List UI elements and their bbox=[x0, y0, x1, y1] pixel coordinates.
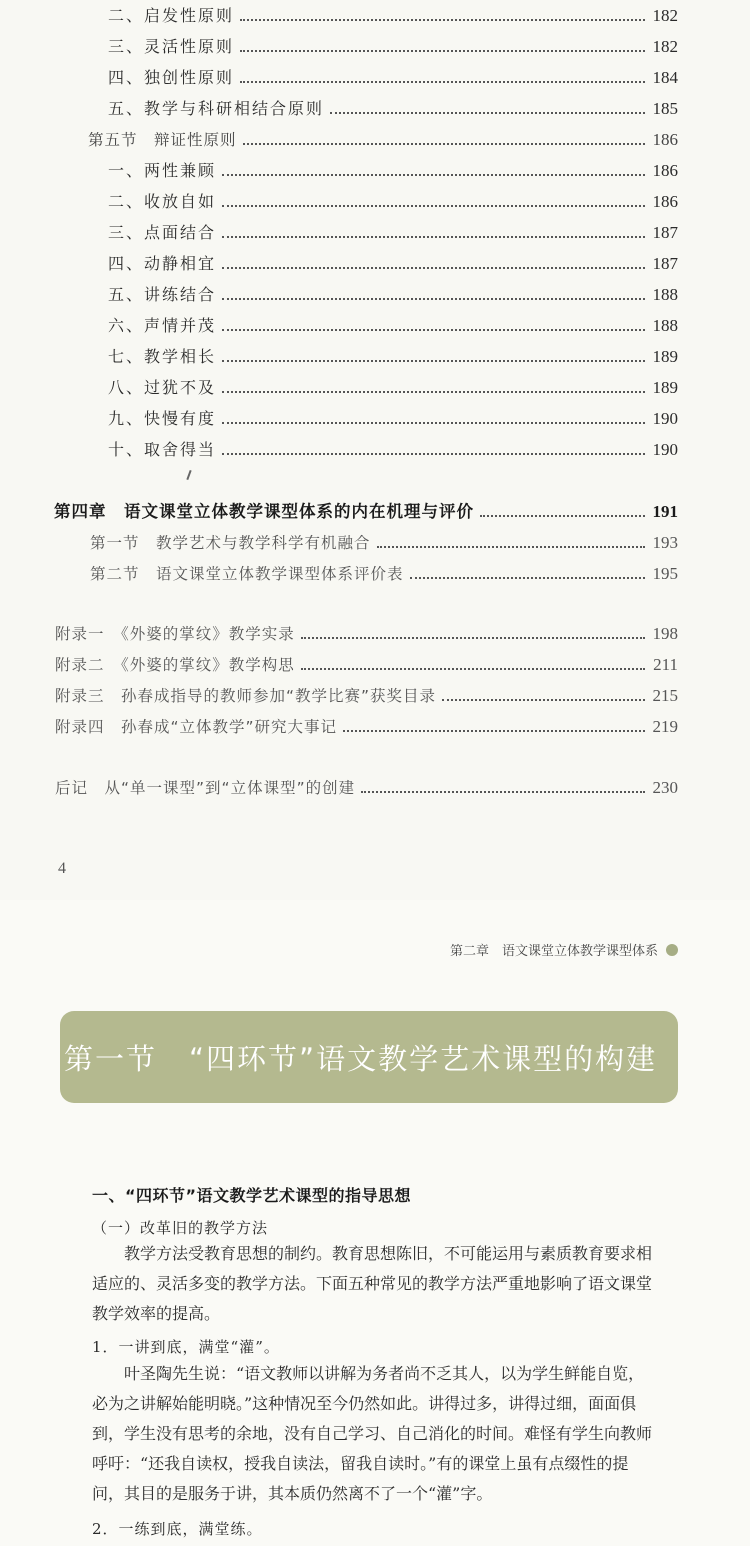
toc-entry-page: 191 bbox=[652, 502, 678, 521]
toc-entry-page: 186 bbox=[652, 130, 678, 149]
dot-leader bbox=[222, 174, 644, 176]
chapter-page bbox=[0, 900, 750, 1546]
toc-entry-title: 后记 从“单一课型”到“立体课型”的创建 bbox=[55, 779, 356, 797]
toc-entry-title: 三、灵活性原则 bbox=[108, 37, 235, 56]
list-item: 1．一讲到底，满堂“灌”。 bbox=[92, 1338, 280, 1356]
dot-leader bbox=[222, 422, 644, 424]
toc-entry-page: 184 bbox=[652, 68, 678, 87]
dot-leader bbox=[222, 360, 644, 362]
paragraph-line: 呼吁：“还我自读权，授我自读法，留我自读时。”有的课堂上虽有点缀性的提 bbox=[92, 1454, 629, 1473]
toc-entry[interactable] bbox=[108, 160, 678, 182]
toc-entry-appendix[interactable] bbox=[55, 685, 678, 707]
running-head-text: 第二章 语文课堂立体教学课型体系 bbox=[449, 944, 658, 959]
toc-entry-page: 198 bbox=[652, 624, 678, 643]
dot-leader bbox=[442, 699, 644, 701]
dot-leader bbox=[222, 205, 644, 207]
toc-entry-title: 三、点面结合 bbox=[108, 223, 217, 242]
toc-entry-title: 七、教学相长 bbox=[108, 347, 217, 366]
dot-leader bbox=[222, 298, 644, 300]
dot-leader bbox=[243, 143, 645, 145]
toc-entry-page: 188 bbox=[652, 285, 678, 304]
toc-entry-title: 五、教学与科研相结合原则 bbox=[108, 99, 325, 118]
dot-leader bbox=[240, 81, 644, 83]
toc-entry[interactable] bbox=[108, 408, 678, 430]
toc-entry-page: 211 bbox=[653, 655, 678, 674]
dot-leader bbox=[480, 515, 645, 517]
dot-leader bbox=[343, 730, 644, 732]
paragraph-line: 教学效率的提高。 bbox=[92, 1304, 221, 1323]
toc-entry-title: 二、收放自如 bbox=[108, 192, 217, 211]
toc-entry-page: 230 bbox=[652, 778, 678, 797]
dot-leader bbox=[410, 577, 645, 579]
toc-entry-appendix[interactable] bbox=[55, 654, 678, 676]
dot-leader bbox=[222, 329, 644, 331]
toc-entry-page: 186 bbox=[652, 161, 678, 180]
toc-entry[interactable] bbox=[108, 439, 678, 461]
toc-entry-page: 219 bbox=[652, 717, 678, 736]
toc-entry-page: 186 bbox=[652, 192, 678, 211]
toc-entry[interactable] bbox=[108, 315, 678, 337]
dot-leader bbox=[361, 791, 644, 793]
paragraph-line: 教学方法受教育思想的制约。教育思想陈旧，不可能运用与素质教育要求相 bbox=[92, 1244, 653, 1263]
toc-entry-page: 195 bbox=[652, 564, 678, 583]
toc-entry[interactable] bbox=[108, 36, 678, 58]
toc-entry-page: 188 bbox=[652, 316, 678, 335]
toc-entry-page: 187 bbox=[652, 223, 678, 242]
heading-level-1: 一、“四环节”语文教学艺术课型的指导思想 bbox=[92, 1186, 412, 1205]
dot-leader bbox=[301, 668, 645, 670]
running-head bbox=[450, 940, 678, 959]
dot-leader bbox=[377, 546, 645, 548]
paragraph-line: 问，其目的是服务于讲，其本质仍然离不了一个“灌”字。 bbox=[92, 1484, 493, 1503]
heading-level-2: （一）改革旧的教学方法 bbox=[92, 1219, 269, 1237]
section-banner bbox=[60, 1011, 678, 1103]
toc-entry[interactable] bbox=[108, 284, 678, 306]
toc-entry-page: 182 bbox=[652, 6, 678, 25]
toc-entry-chapter[interactable] bbox=[54, 501, 678, 523]
section-title bbox=[60, 1037, 657, 1078]
toc-entry-title: 第五节 辩证性原则 bbox=[88, 131, 237, 149]
paragraph bbox=[92, 1239, 682, 1329]
section-name: “四环节”语文教学艺术课型的构建 bbox=[189, 1041, 658, 1076]
paragraph bbox=[92, 1359, 682, 1509]
toc-entry-page: 182 bbox=[652, 37, 678, 56]
toc-entry-page: 190 bbox=[652, 409, 678, 428]
pen-mark bbox=[186, 470, 191, 480]
list-item: 2．一练到底，满堂练。 bbox=[92, 1520, 263, 1538]
toc-entry-section[interactable] bbox=[90, 532, 678, 554]
toc-entry-title: 四、动静相宜 bbox=[108, 254, 217, 273]
toc-entry-title: 八、过犹不及 bbox=[108, 378, 217, 397]
toc-entry-page: 189 bbox=[652, 347, 678, 366]
toc-entry[interactable] bbox=[108, 346, 678, 368]
dot-leader bbox=[240, 50, 644, 52]
toc-entry[interactable] bbox=[108, 191, 678, 213]
toc-entry-appendix[interactable] bbox=[55, 716, 678, 738]
paragraph-line: 适应的、灵活多变的教学方法。下面五种常见的教学方法严重地影响了语文课堂 bbox=[92, 1274, 653, 1293]
dot-leader bbox=[301, 637, 645, 639]
toc-entry-title: 五、讲练结合 bbox=[108, 285, 217, 304]
toc-entry-section[interactable] bbox=[88, 129, 678, 151]
toc-entry-page: 185 bbox=[652, 99, 678, 118]
toc-entry-page: 190 bbox=[652, 440, 678, 459]
toc-entry-page: 193 bbox=[652, 533, 678, 552]
toc-entry-afterword[interactable] bbox=[55, 777, 678, 799]
toc-entry[interactable] bbox=[108, 253, 678, 275]
dot-leader bbox=[222, 267, 644, 269]
page-number: 4 bbox=[58, 860, 66, 877]
toc-entry-title: 第一节 教学艺术与教学科学有机融合 bbox=[90, 534, 371, 552]
toc-entry-title: 六、声情并茂 bbox=[108, 316, 217, 335]
dot-leader bbox=[222, 391, 644, 393]
toc-entry-title: 附录四 孙春成“立体教学”研究大事记 bbox=[55, 718, 338, 736]
dot-leader bbox=[330, 112, 644, 114]
paragraph-line: 到，学生没有思考的余地，没有自己学习、自己消化的时间。难怪有学生向教师 bbox=[92, 1424, 653, 1443]
toc-entry[interactable] bbox=[108, 67, 678, 89]
toc-entry-title: 九、快慢有度 bbox=[108, 409, 217, 428]
toc-entry-title: 第四章 语文课堂立体教学课型体系的内在机理与评价 bbox=[54, 502, 474, 521]
toc-entry-title: 第二节 语文课堂立体教学课型体系评价表 bbox=[90, 565, 404, 583]
toc-entry-section[interactable] bbox=[90, 563, 678, 585]
toc-entry-title: 附录三 孙春成指导的教师参加“教学比赛”获奖目录 bbox=[55, 687, 437, 705]
toc-entry-page: 189 bbox=[652, 378, 678, 397]
toc-entry-title: 十、取舍得当 bbox=[108, 440, 217, 459]
toc-entry[interactable] bbox=[108, 5, 678, 27]
dot-leader bbox=[222, 453, 644, 455]
toc-entry-title: 附录一 《外婆的掌纹》教学实录 bbox=[55, 625, 295, 643]
paragraph-line: 必为之讲解始能明晓。”这种情况至今仍然如此。讲得过多，讲得过细，面面俱 bbox=[92, 1394, 637, 1413]
paragraph-line: 叶圣陶先生说：“语文教师以讲解为务者尚不乏其人，以为学生鲜能自览， bbox=[92, 1364, 645, 1383]
toc-entry[interactable] bbox=[108, 377, 678, 399]
circle-bullet-icon bbox=[666, 944, 678, 956]
toc-entry-title: 二、启发性原则 bbox=[108, 6, 235, 25]
toc-entry-title: 一、两性兼顾 bbox=[108, 161, 217, 180]
toc-entry-appendix[interactable] bbox=[55, 623, 678, 645]
dot-leader bbox=[222, 236, 644, 238]
toc-entry[interactable] bbox=[108, 98, 678, 120]
toc-entry-page: 187 bbox=[652, 254, 678, 273]
toc-entry-title: 四、独创性原则 bbox=[108, 68, 235, 87]
toc-entry-title: 附录二 《外婆的掌纹》教学构思 bbox=[55, 656, 295, 674]
dot-leader bbox=[240, 19, 644, 21]
toc-entry-page: 215 bbox=[652, 686, 678, 705]
toc-entry[interactable] bbox=[108, 222, 678, 244]
section-number: 第一节 bbox=[64, 1041, 158, 1076]
